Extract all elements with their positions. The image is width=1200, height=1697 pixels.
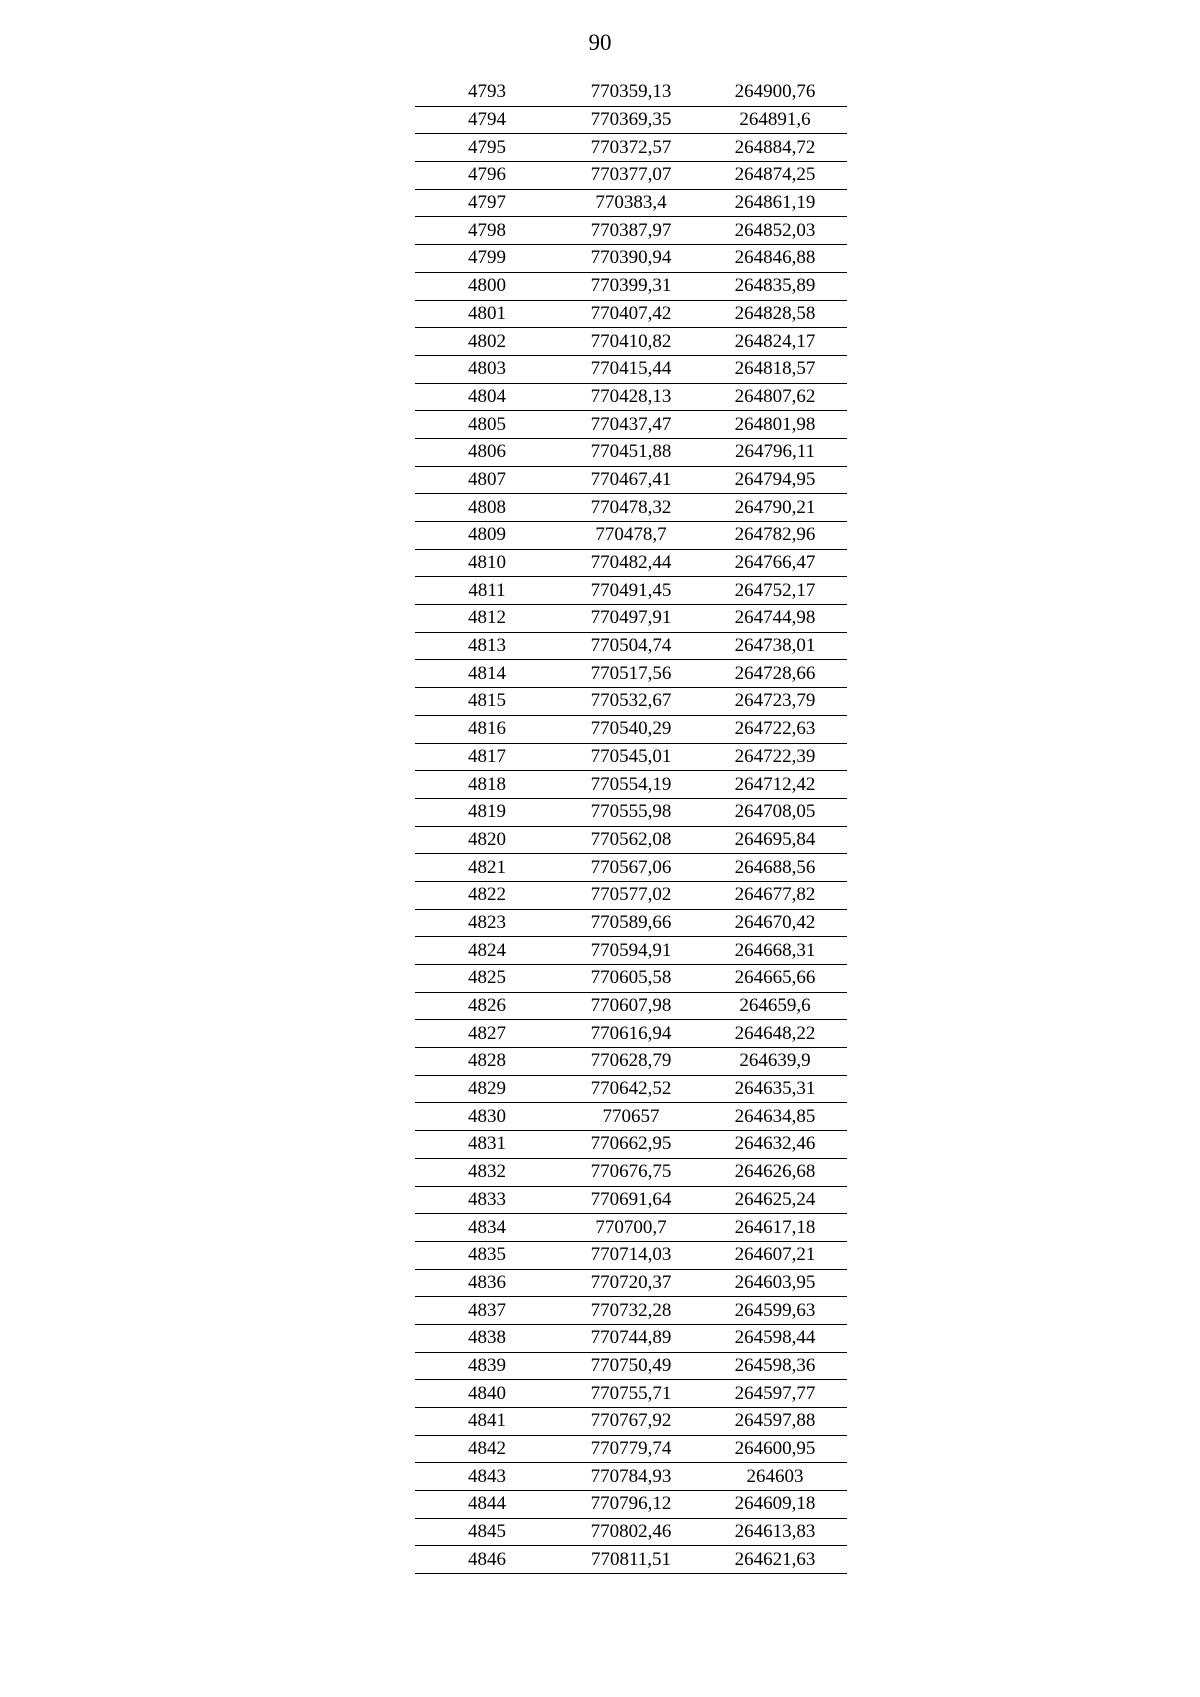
coordinate-table: [415, 79, 847, 1574]
point-number-cell: 4825: [415, 965, 559, 993]
table-row: [415, 632, 847, 660]
y-coordinate-cell: 264609,18: [703, 1491, 847, 1519]
point-number-cell: 4830: [415, 1103, 559, 1131]
table-row: [415, 328, 847, 356]
y-coordinate-cell: 264782,96: [703, 522, 847, 550]
point-number-cell: 4839: [415, 1352, 559, 1380]
x-coordinate-cell: 770451,88: [559, 438, 703, 466]
point-number-cell: 4799: [415, 245, 559, 273]
table-row: [415, 1546, 847, 1574]
x-coordinate-cell: 770577,02: [559, 881, 703, 909]
point-number-cell: 4846: [415, 1546, 559, 1574]
table-row: [415, 1020, 847, 1048]
table-row: [415, 1214, 847, 1242]
x-coordinate-cell: 770491,45: [559, 577, 703, 605]
table-row: [415, 1131, 847, 1159]
y-coordinate-cell: 264597,88: [703, 1408, 847, 1436]
point-number-cell: 4794: [415, 106, 559, 134]
point-number-cell: 4805: [415, 411, 559, 439]
table-row: [415, 798, 847, 826]
point-number-cell: 4811: [415, 577, 559, 605]
point-number-cell: 4844: [415, 1491, 559, 1519]
table-row: [415, 1518, 847, 1546]
y-coordinate-cell: 264796,11: [703, 438, 847, 466]
point-number-cell: 4835: [415, 1241, 559, 1269]
table-row: [415, 522, 847, 550]
y-coordinate-cell: 264766,47: [703, 549, 847, 577]
point-number-cell: 4831: [415, 1131, 559, 1159]
y-coordinate-cell: 264597,77: [703, 1380, 847, 1408]
point-number-cell: 4798: [415, 217, 559, 245]
table-row: [415, 992, 847, 1020]
table-row: [415, 245, 847, 273]
table-row: [415, 217, 847, 245]
table-row: [415, 1103, 847, 1131]
table-row: [415, 1297, 847, 1325]
x-coordinate-cell: 770478,7: [559, 522, 703, 550]
table-row: [415, 771, 847, 799]
y-coordinate-cell: 264861,19: [703, 189, 847, 217]
x-coordinate-cell: 770779,74: [559, 1435, 703, 1463]
y-coordinate-cell: 264708,05: [703, 798, 847, 826]
y-coordinate-cell: 264626,68: [703, 1158, 847, 1186]
x-coordinate-cell: 770555,98: [559, 798, 703, 826]
table-row: [415, 1075, 847, 1103]
y-coordinate-cell: 264744,98: [703, 605, 847, 633]
y-coordinate-cell: 264722,63: [703, 715, 847, 743]
table-row: [415, 1463, 847, 1491]
x-coordinate-cell: 770607,98: [559, 992, 703, 1020]
y-coordinate-cell: 264603,95: [703, 1269, 847, 1297]
table-row: [415, 466, 847, 494]
x-coordinate-cell: 770517,56: [559, 660, 703, 688]
table-row: [415, 79, 847, 106]
x-coordinate-cell: 770796,12: [559, 1491, 703, 1519]
x-coordinate-cell: 770732,28: [559, 1297, 703, 1325]
table-row: [415, 1352, 847, 1380]
point-number-cell: 4845: [415, 1518, 559, 1546]
y-coordinate-cell: 264835,89: [703, 272, 847, 300]
x-coordinate-cell: 770562,08: [559, 826, 703, 854]
point-number-cell: 4829: [415, 1075, 559, 1103]
x-coordinate-cell: 770676,75: [559, 1158, 703, 1186]
table-row: [415, 715, 847, 743]
x-coordinate-cell: 770407,42: [559, 300, 703, 328]
table-row: [415, 1186, 847, 1214]
y-coordinate-cell: 264738,01: [703, 632, 847, 660]
table-row: [415, 743, 847, 771]
x-coordinate-cell: 770504,74: [559, 632, 703, 660]
x-coordinate-cell: 770478,32: [559, 494, 703, 522]
x-coordinate-cell: 770383,4: [559, 189, 703, 217]
point-number-cell: 4836: [415, 1269, 559, 1297]
y-coordinate-cell: 264665,66: [703, 965, 847, 993]
table-row: [415, 577, 847, 605]
x-coordinate-cell: 770605,58: [559, 965, 703, 993]
table-row: [415, 854, 847, 882]
table-row: [415, 1380, 847, 1408]
point-number-cell: 4797: [415, 189, 559, 217]
table-row: [415, 106, 847, 134]
point-number-cell: 4804: [415, 383, 559, 411]
table-row: [415, 881, 847, 909]
x-coordinate-cell: 770589,66: [559, 909, 703, 937]
table-row: [415, 355, 847, 383]
point-number-cell: 4796: [415, 162, 559, 190]
y-coordinate-cell: 264891,6: [703, 106, 847, 134]
x-coordinate-cell: 770750,49: [559, 1352, 703, 1380]
x-coordinate-cell: 770700,7: [559, 1214, 703, 1242]
table-row: [415, 438, 847, 466]
y-coordinate-cell: 264846,88: [703, 245, 847, 273]
y-coordinate-cell: 264677,82: [703, 881, 847, 909]
x-coordinate-cell: 770811,51: [559, 1546, 703, 1574]
y-coordinate-cell: 264599,63: [703, 1297, 847, 1325]
table-row: [415, 494, 847, 522]
table-row: [415, 1491, 847, 1519]
point-number-cell: 4812: [415, 605, 559, 633]
y-coordinate-cell: 264639,9: [703, 1048, 847, 1076]
y-coordinate-cell: 264722,39: [703, 743, 847, 771]
y-coordinate-cell: 264695,84: [703, 826, 847, 854]
table-row: [415, 134, 847, 162]
table-row: [415, 383, 847, 411]
point-number-cell: 4810: [415, 549, 559, 577]
point-number-cell: 4840: [415, 1380, 559, 1408]
y-coordinate-cell: 264824,17: [703, 328, 847, 356]
point-number-cell: 4838: [415, 1324, 559, 1352]
y-coordinate-cell: 264668,31: [703, 937, 847, 965]
table-row: [415, 162, 847, 190]
point-number-cell: 4813: [415, 632, 559, 660]
x-coordinate-cell: 770428,13: [559, 383, 703, 411]
x-coordinate-cell: 770628,79: [559, 1048, 703, 1076]
x-coordinate-cell: 770390,94: [559, 245, 703, 273]
x-coordinate-cell: 770691,64: [559, 1186, 703, 1214]
x-coordinate-cell: 770467,41: [559, 466, 703, 494]
point-number-cell: 4793: [415, 79, 559, 106]
y-coordinate-cell: 264648,22: [703, 1020, 847, 1048]
point-number-cell: 4806: [415, 438, 559, 466]
point-number-cell: 4815: [415, 688, 559, 716]
point-number-cell: 4820: [415, 826, 559, 854]
table-row: [415, 965, 847, 993]
x-coordinate-cell: 770594,91: [559, 937, 703, 965]
y-coordinate-cell: 264801,98: [703, 411, 847, 439]
point-number-cell: 4843: [415, 1463, 559, 1491]
x-coordinate-cell: 770377,07: [559, 162, 703, 190]
y-coordinate-cell: 264659,6: [703, 992, 847, 1020]
point-number-cell: 4802: [415, 328, 559, 356]
y-coordinate-cell: 264688,56: [703, 854, 847, 882]
point-number-cell: 4818: [415, 771, 559, 799]
table-row: [415, 826, 847, 854]
point-number-cell: 4826: [415, 992, 559, 1020]
x-coordinate-cell: 770532,67: [559, 688, 703, 716]
point-number-cell: 4801: [415, 300, 559, 328]
y-coordinate-cell: 264625,24: [703, 1186, 847, 1214]
table-row: [415, 660, 847, 688]
y-coordinate-cell: 264613,83: [703, 1518, 847, 1546]
y-coordinate-cell: 264728,66: [703, 660, 847, 688]
y-coordinate-cell: 264670,42: [703, 909, 847, 937]
y-coordinate-cell: 264874,25: [703, 162, 847, 190]
x-coordinate-cell: 770767,92: [559, 1408, 703, 1436]
x-coordinate-cell: 770662,95: [559, 1131, 703, 1159]
point-number-cell: 4824: [415, 937, 559, 965]
table-row: [415, 1408, 847, 1436]
y-coordinate-cell: 264617,18: [703, 1214, 847, 1242]
table-row: [415, 1241, 847, 1269]
x-coordinate-cell: 770567,06: [559, 854, 703, 882]
point-number-cell: 4833: [415, 1186, 559, 1214]
point-number-cell: 4814: [415, 660, 559, 688]
x-coordinate-cell: 770369,35: [559, 106, 703, 134]
y-coordinate-cell: 264794,95: [703, 466, 847, 494]
y-coordinate-cell: 264884,72: [703, 134, 847, 162]
y-coordinate-cell: 264635,31: [703, 1075, 847, 1103]
x-coordinate-cell: 770387,97: [559, 217, 703, 245]
point-number-cell: 4821: [415, 854, 559, 882]
point-number-cell: 4823: [415, 909, 559, 937]
point-number-cell: 4808: [415, 494, 559, 522]
table-row: [415, 300, 847, 328]
x-coordinate-cell: 770410,82: [559, 328, 703, 356]
table-row: [415, 411, 847, 439]
x-coordinate-cell: 770616,94: [559, 1020, 703, 1048]
x-coordinate-cell: 770399,31: [559, 272, 703, 300]
table-row: [415, 272, 847, 300]
table-row: [415, 1324, 847, 1352]
point-number-cell: 4837: [415, 1297, 559, 1325]
y-coordinate-cell: 264607,21: [703, 1241, 847, 1269]
point-number-cell: 4809: [415, 522, 559, 550]
x-coordinate-cell: 770372,57: [559, 134, 703, 162]
y-coordinate-cell: 264632,46: [703, 1131, 847, 1159]
x-coordinate-cell: 770482,44: [559, 549, 703, 577]
table-row: [415, 1048, 847, 1076]
y-coordinate-cell: 264752,17: [703, 577, 847, 605]
point-number-cell: 4817: [415, 743, 559, 771]
x-coordinate-cell: 770744,89: [559, 1324, 703, 1352]
x-coordinate-cell: 770714,03: [559, 1241, 703, 1269]
point-number-cell: 4807: [415, 466, 559, 494]
x-coordinate-cell: 770415,44: [559, 355, 703, 383]
y-coordinate-cell: 264598,44: [703, 1324, 847, 1352]
y-coordinate-cell: 264621,63: [703, 1546, 847, 1574]
table-row: [415, 1435, 847, 1463]
y-coordinate-cell: 264603: [703, 1463, 847, 1491]
x-coordinate-cell: 770437,47: [559, 411, 703, 439]
point-number-cell: 4832: [415, 1158, 559, 1186]
y-coordinate-cell: 264828,58: [703, 300, 847, 328]
table-row: [415, 605, 847, 633]
table-row: [415, 937, 847, 965]
y-coordinate-cell: 264807,62: [703, 383, 847, 411]
point-number-cell: 4822: [415, 881, 559, 909]
x-coordinate-cell: 770554,19: [559, 771, 703, 799]
x-coordinate-cell: 770720,37: [559, 1269, 703, 1297]
table-row: [415, 189, 847, 217]
point-number-cell: 4819: [415, 798, 559, 826]
y-coordinate-cell: 264723,79: [703, 688, 847, 716]
y-coordinate-cell: 264712,42: [703, 771, 847, 799]
table-row: [415, 549, 847, 577]
table-row: [415, 1269, 847, 1297]
x-coordinate-cell: 770755,71: [559, 1380, 703, 1408]
y-coordinate-cell: 264900,76: [703, 79, 847, 106]
x-coordinate-cell: 770359,13: [559, 79, 703, 106]
y-coordinate-cell: 264634,85: [703, 1103, 847, 1131]
point-number-cell: 4816: [415, 715, 559, 743]
point-number-cell: 4800: [415, 272, 559, 300]
x-coordinate-cell: 770545,01: [559, 743, 703, 771]
point-number-cell: 4834: [415, 1214, 559, 1242]
point-number-cell: 4795: [415, 134, 559, 162]
x-coordinate-cell: 770802,46: [559, 1518, 703, 1546]
point-number-cell: 4841: [415, 1408, 559, 1436]
x-coordinate-cell: 770784,93: [559, 1463, 703, 1491]
page-number: 90: [588, 30, 612, 55]
x-coordinate-cell: 770540,29: [559, 715, 703, 743]
table-row: [415, 688, 847, 716]
coordinate-table-body: [415, 79, 847, 1574]
point-number-cell: 4827: [415, 1020, 559, 1048]
x-coordinate-cell: 770497,91: [559, 605, 703, 633]
point-number-cell: 4842: [415, 1435, 559, 1463]
point-number-cell: 4828: [415, 1048, 559, 1076]
table-row: [415, 1158, 847, 1186]
y-coordinate-cell: 264790,21: [703, 494, 847, 522]
y-coordinate-cell: 264852,03: [703, 217, 847, 245]
y-coordinate-cell: 264818,57: [703, 355, 847, 383]
point-number-cell: 4803: [415, 355, 559, 383]
y-coordinate-cell: 264600,95: [703, 1435, 847, 1463]
table-row: [415, 909, 847, 937]
x-coordinate-cell: 770642,52: [559, 1075, 703, 1103]
y-coordinate-cell: 264598,36: [703, 1352, 847, 1380]
x-coordinate-cell: 770657: [559, 1103, 703, 1131]
